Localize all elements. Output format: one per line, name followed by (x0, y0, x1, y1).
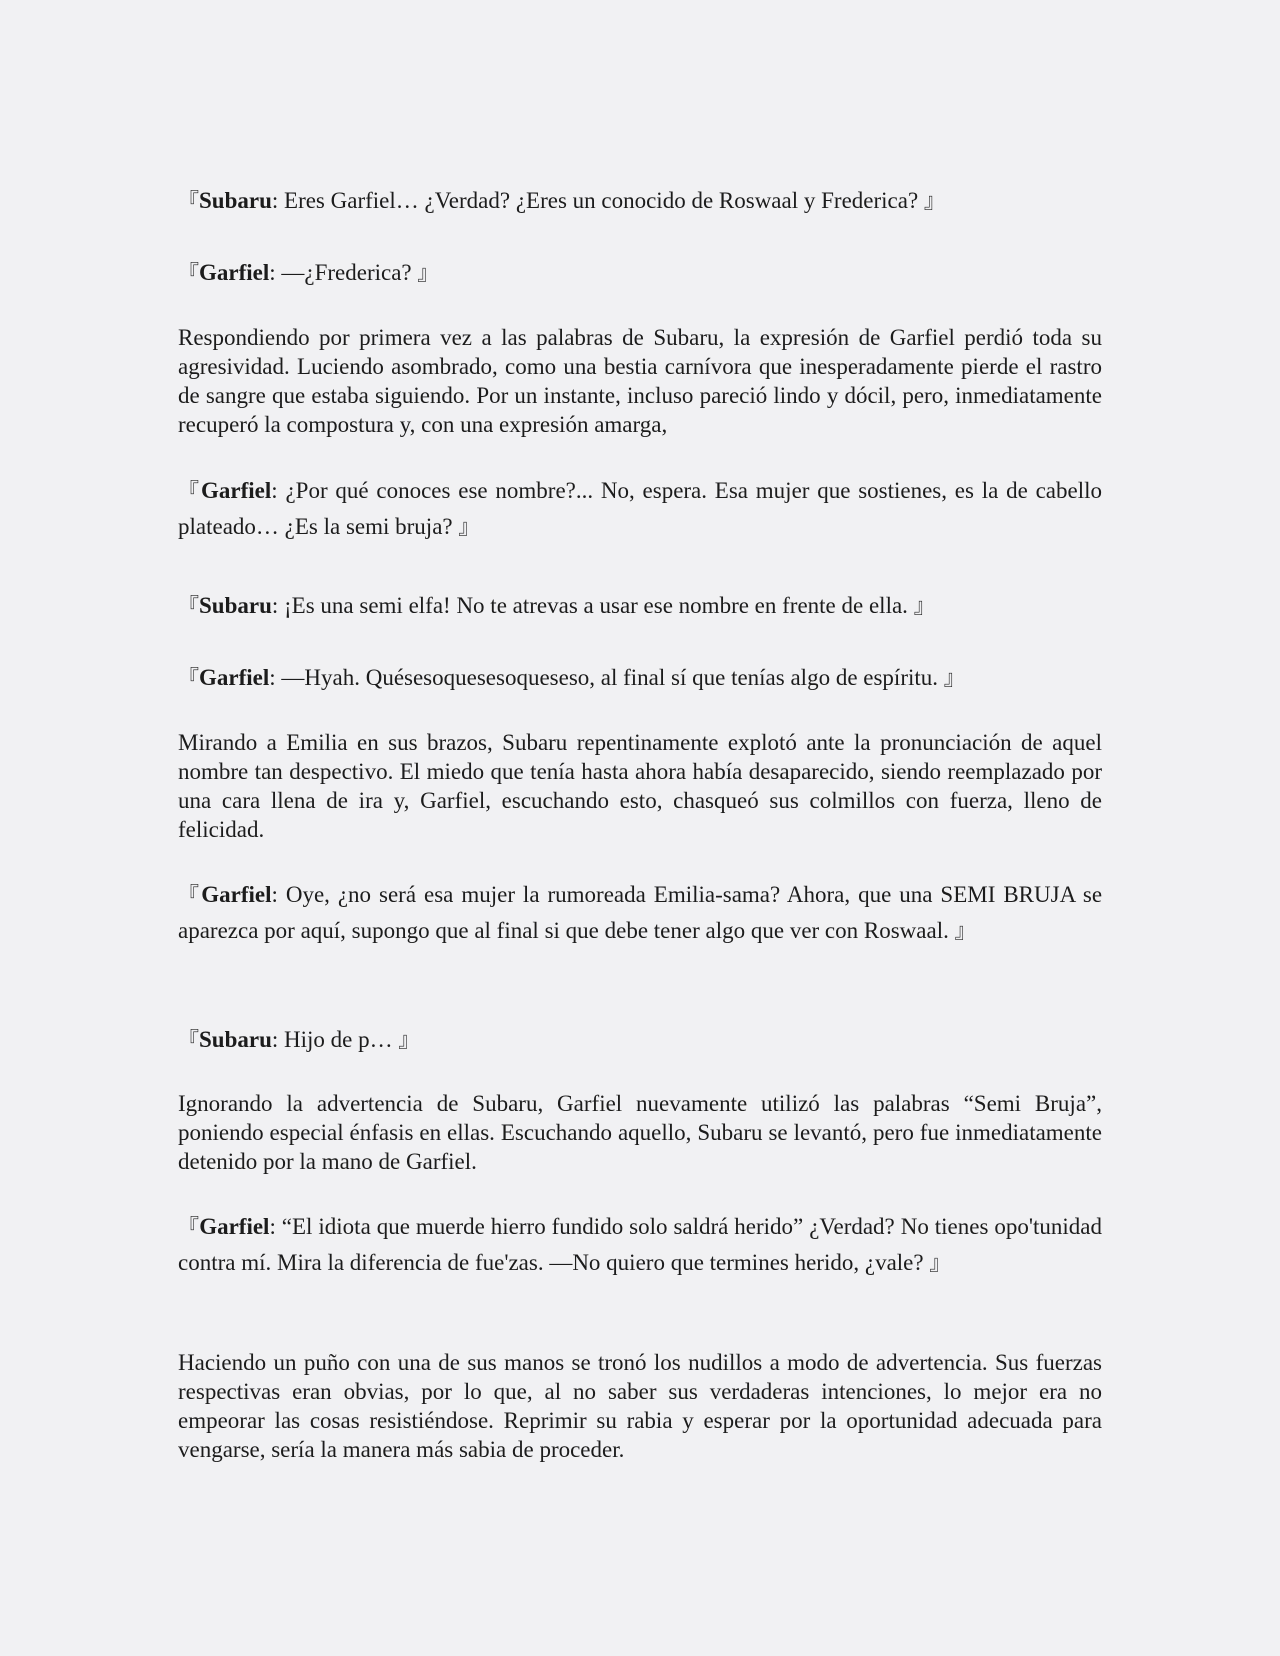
dialogue-text: —Hyah. Quésesoquesesoqueseso, al final sí que tenías algo de espíritu. (281, 665, 944, 690)
speaker-separator: : (271, 478, 286, 503)
close-bracket: 』 (954, 919, 976, 943)
narration-paragraph-3: Ignorando la advertencia de Subaru, Garfiel nuevamente utilizó las palabras “Semi Bruja”, poniendo especial énfasis en ellas. Escuchando aquello, Subaru se levantó, pero fue inmediatamente detenido por la mano de Garfiel. (178, 1091, 1102, 1174)
speaker-separator: : (271, 882, 286, 907)
dialogue-text: “El idiota que muerde hierro fundido solo saldrá herido” ¿Verdad? No tienes opo'tunidad contra mí. Mira la diferencia de fue'zas. —No quiero que termines herido, ¿vale? (178, 1214, 1103, 1275)
dialogue-text: Oye, ¿no será esa mujer la rumoreada Emilia-sama? Ahora, que una SEMI BRUJA se aparezca por aquí, supongo que al final si que debe tener algo que ver con Roswaal. (178, 882, 1103, 943)
close-bracket: 』 (417, 261, 439, 285)
speaker-separator: : (271, 1027, 285, 1052)
dialogue-text: Hijo de p… (284, 1027, 399, 1052)
dialogue-subaru-3 (178, 1025, 1102, 1055)
dialogue-text: ¡Es una semi elfa! No te atrevas a usar ese nombre en frente de ella. (284, 593, 914, 618)
speaker-separator: : (269, 665, 282, 690)
speaker-separator: : (269, 1214, 282, 1239)
narration-paragraph-4: Haciendo un puño con una de sus manos se tronó los nudillos a modo de advertencia. Sus fuerzas respectivas eran obvias, por lo que, al no saber sus verdaderas intenciones, lo mejor era no empeorar las cosas resistiéndose. Reprimir su rabia y esperar por la oportunidad adecuada para vengarse, sería la manera más sabia de proceder. (178, 1350, 1102, 1462)
dialogue-garfiel-2 (178, 473, 1102, 545)
open-bracket: 『 (178, 1028, 199, 1052)
dialogue-text: ¿Por qué conoces ese nombre?... No, espera. Esa mujer que sostienes, es la de cabello plateado… ¿Es la semi bruja? (178, 478, 1102, 539)
close-bracket: 』 (929, 1251, 951, 1275)
close-bracket: 』 (458, 515, 480, 539)
narration-paragraph-2: Mirando a Emilia en sus brazos, Subaru repentinamente explotó ante la pronunciación de aquel nombre tan despectivo. El miedo que tenía hasta ahora había desaparecido, siendo reemplazado por una cara llena de ira y, Garfiel, escuchando esto, chasqueó sus colmillos con fuerza, lleno de felicidad. (178, 730, 1102, 842)
open-bracket: 『 (178, 1215, 200, 1239)
speaker-separator: : (271, 188, 285, 213)
speaker-name: Subaru (199, 1027, 272, 1052)
speaker-separator: : (269, 260, 282, 285)
dialogue-garfiel-3 (178, 663, 1102, 693)
open-bracket: 『 (178, 883, 202, 907)
narration-paragraph-1: Respondiendo por primera vez a las palabras de Subaru, la expresión de Garfiel perdió toda su agresividad. Luciendo asombrado, como una bestia carnívora que inesperadamente pierde el rastro de sangre que estaba siguiendo. Por un instante, incluso pareció lindo y dócil, pero, inmediatamente recuperó la compostura y, con una expresión amarga, (178, 325, 1102, 437)
open-bracket: 『 (178, 594, 199, 618)
dialogue-subaru-1 (178, 186, 1102, 216)
dialogue-text: Eres Garfiel… ¿Verdad? ¿Eres un conocido de Roswaal y Frederica? (284, 188, 924, 213)
speaker-name: Garfiel (199, 260, 270, 285)
speaker-name: Garfiel (199, 1214, 270, 1239)
speaker-name: Subaru (199, 593, 272, 618)
dialogue-garfiel-5 (178, 1209, 1102, 1281)
close-bracket: 』 (913, 594, 935, 618)
open-bracket: 『 (178, 189, 199, 213)
dialogue-garfiel-1 (178, 258, 1102, 288)
speaker-name: Garfiel (199, 665, 270, 690)
speaker-name: Garfiel (201, 478, 272, 503)
speaker-name: Garfiel (201, 882, 272, 907)
dialogue-garfiel-4 (178, 877, 1102, 949)
open-bracket: 『 (178, 666, 199, 690)
open-bracket: 『 (178, 261, 199, 285)
speaker-name: Subaru (199, 188, 272, 213)
close-bracket: 』 (398, 1028, 420, 1052)
dialogue-text: —¿Frederica? (281, 260, 418, 285)
open-bracket: 『 (178, 479, 202, 503)
speaker-separator: : (271, 593, 285, 618)
close-bracket: 』 (943, 666, 965, 690)
dialogue-subaru-2 (178, 591, 1102, 621)
close-bracket: 』 (923, 189, 945, 213)
